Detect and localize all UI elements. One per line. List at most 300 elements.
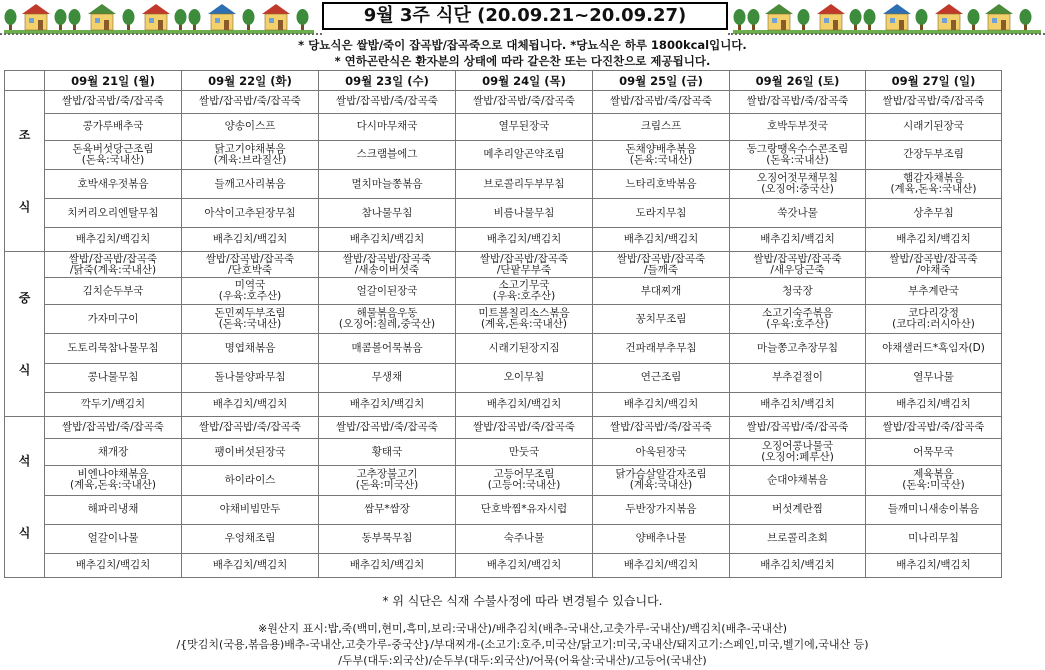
origin-note: /단팥무부죽 [496,263,552,276]
menu-item: 소고기무국 [498,279,550,292]
menu-item: 배추김치/백김치 [486,397,562,410]
menu-cell [866,393,1002,417]
menu-cell [45,113,182,140]
menu-item: 야채비빔만두 [219,503,281,516]
menu-item: 두반장가지볶음 [625,503,697,516]
menu-cell [866,278,1002,305]
lunch-row [5,334,1002,363]
tree-icon [1020,9,1032,30]
house-icon [765,4,793,30]
menu-cell [456,363,593,392]
menu-item: 쌀밥/잡곡밥/죽/잡곡죽 [199,420,301,433]
menu-cell [45,91,182,114]
menu-cell [866,495,1002,524]
menu-item: 고추장불고기 [356,468,418,481]
menu-cell [456,416,593,439]
menu-item: 배추김치/백김치 [760,233,835,246]
menu-cell [730,140,866,169]
day-header: 09월 25일 (금) [593,71,730,91]
menu-cell [866,252,1002,278]
menu-item: 쌀밥/잡곡밥/죽/잡곡죽 [746,95,849,108]
menu-cell [730,524,866,553]
origin-note: (우육:호주산) [492,290,556,303]
menu-cell [45,252,182,278]
menu-cell [182,363,319,392]
menu-item: 얼갈이나물 [87,532,139,545]
menu-item: 시래기된장지짐 [488,342,560,355]
tree-icon [5,9,17,30]
menu-cell [866,91,1002,114]
menu-cell [45,363,182,392]
menu-table [4,70,1002,578]
tree-icon [748,9,760,30]
menu-cell [319,278,456,305]
menu-cell [866,334,1002,363]
day-header: 09월 22일 (화) [182,71,319,91]
menu-item: 배추김치/백김치 [212,397,288,410]
breakfast-row [5,169,1002,198]
origin-line-2: /{맛김치(국용,볶음용)배추-국내산,고춧가루-중국산}/부대찌개-(소고기:호주,미국산/닭고기:미국,국내산/돼지고기:스페인,미국,벨기에,국내산 등) [176,638,869,651]
tree-icon [916,9,928,30]
menu-item: 만둣국 [508,445,540,458]
menu-item: 배추김치/백김치 [896,233,971,246]
menu-cell [45,199,182,228]
menu-cell [730,228,866,252]
dinner-row [5,466,1002,495]
menu-item: 동부묵무침 [361,532,413,545]
menu-item: 쌀밥/잡곡밥/잡곡죽 [205,252,295,265]
lunch-row [5,363,1002,392]
menu-cell [593,466,730,495]
menu-item: 청국장 [782,284,813,297]
menu-item: 코다리강정 [908,307,959,320]
menu-cell [730,495,866,524]
menu-cell [730,334,866,363]
menu-item: 돈육버섯당근조림 [72,142,154,155]
menu-cell [593,113,730,140]
menu-item: 부대찌개 [640,284,682,297]
menu-cell [182,524,319,553]
menu-cell [730,305,866,334]
lunch-row [5,305,1002,334]
menu-cell [593,252,730,278]
menu-item: 양배추나물 [635,532,687,545]
menu-item: 쌀밥/잡곡밥/잡곡죽 [889,252,978,265]
lunch-row [5,393,1002,417]
meal-label-top: 중 [18,290,31,305]
menu-item: 다시마무채국 [356,120,418,133]
house-icon [883,4,911,30]
menu-cell [182,113,319,140]
menu-cell [456,113,593,140]
origin-note: (돈육:미국산) [902,479,965,492]
menu-cell [456,439,593,466]
dinner-row [5,416,1002,439]
menu-cell [319,334,456,363]
menu-item: 상추무침 [913,206,954,219]
menu-item: 도토리묵참나물무침 [67,342,159,355]
menu-item: 햄감자채볶음 [903,172,964,185]
menu-cell [45,524,182,553]
meal-label-bottom: 식 [18,362,31,377]
menu-item: 얼갈이된장국 [356,284,418,297]
menu-item: 시래기된장국 [903,120,964,133]
origin-note: (계육,돈육:국내산) [480,318,568,331]
menu-cell [593,334,730,363]
meal-label-bottom: 식 [18,200,31,215]
menu-item: 들깨고사리볶음 [214,177,286,190]
menu-cell [45,228,182,252]
tree-icon [123,9,135,30]
dinner-label [5,416,45,577]
menu-item: 쌀밥/잡곡밥/죽/잡곡죽 [610,95,712,108]
menu-item: 쌀밥/잡곡밥/죽/잡곡죽 [336,95,438,108]
menu-item: 배추김치/백김치 [486,559,562,572]
menu-item: 돌나물양파무침 [214,371,286,384]
menu-cell [730,91,866,114]
day-header: 09월 26일 (토) [730,71,866,91]
menu-item: 브로콜리초회 [767,532,828,545]
menu-cell [182,169,319,198]
house-icon [142,4,170,30]
breakfast-row [5,113,1002,140]
menu-cell [182,305,319,334]
village-decoration-left [4,0,314,34]
menu-item: 쌀밥/잡곡밥/죽/잡곡죽 [473,95,575,108]
tree-icon [798,9,810,30]
menu-item: 미트볼칠리소스볶음 [478,307,570,320]
meal-label-top: 석 [18,453,31,468]
house-icon [22,4,50,30]
menu-cell [866,140,1002,169]
menu-item: 배추김치/백김치 [349,559,425,572]
house-icon [262,4,290,30]
menu-item: 단호박찜*유자시럽 [480,503,568,516]
menu-item: 간장두부조림 [903,148,964,161]
menu-cell [182,252,319,278]
menu-cell [182,495,319,524]
menu-cell [730,252,866,278]
breakfast-label [5,91,45,252]
menu-item: 채개장 [97,445,129,458]
menu-cell [730,416,866,439]
menu-cell [456,91,593,114]
menu-item: 마늘쫑고추장무침 [756,342,839,355]
origin-note: /들깨죽 [644,263,678,276]
change-notice: * 위 식단은 식재 수불사정에 따라 변경될수 있습니다. [382,594,663,608]
menu-cell [593,278,730,305]
menu-cell [319,416,456,439]
menu-cell [182,278,319,305]
menu-item: 쌀밥/잡곡밥/죽/잡곡죽 [62,95,164,108]
tree-icon [175,9,187,30]
menu-item: 비엔나야채볶음 [77,468,149,481]
breakfast-row [5,228,1002,252]
menu-cell [319,466,456,495]
menu-cell [456,228,593,252]
menu-cell [45,334,182,363]
menu-item: 배추김치/백김치 [623,397,699,410]
menu-item: 열무나물 [913,371,954,384]
menu-cell [456,278,593,305]
origin-note: (돈육:국내산) [218,318,282,331]
origin-note: (돈육:국내산) [629,153,693,166]
menu-cell [866,524,1002,553]
menu-item: 양송이스프 [224,120,276,133]
menu-item: 배추김치/백김치 [760,397,835,410]
menu-cell [182,554,319,578]
tree-icon [243,9,255,30]
menu-item: 배추김치/백김치 [760,559,835,572]
menu-item: 돈채양배추볶음 [625,142,697,155]
page-title: 9월 3주 식단 (20.09.21~20.09.27) [322,2,728,30]
dinner-row [5,524,1002,553]
menu-cell [182,140,319,169]
menu-item: 쌀밥/잡곡밥/죽/잡곡죽 [62,420,164,433]
menu-cell [456,169,593,198]
menu-item: 오징어젓무채무침 [756,172,839,185]
menu-cell [45,169,182,198]
origin-note: (계육:브라질산) [213,153,287,166]
origin-note: /새송이버섯죽 [354,263,420,276]
menu-item: 배추김치/백김치 [75,559,151,572]
menu-item: 오이무침 [503,371,545,384]
menu-item: 연근조림 [640,371,682,384]
menu-cell [182,439,319,466]
menu-item: 우엉채조림 [224,532,276,545]
tree-icon [850,9,862,30]
tree-icon [55,9,67,30]
menu-cell [456,524,593,553]
menu-cell [319,199,456,228]
house-icon [817,4,845,30]
menu-item: 하이라이스 [224,473,276,486]
menu-cell [593,554,730,578]
origin-note: (돈육:국내산) [81,153,145,166]
menu-cell [456,334,593,363]
menu-item: 돈민찌두부조림 [214,307,286,320]
origin-line-3: /두부(대두:외국산)/순두부(대두:외국산)/어묵(어육살:국내산)/고등어(국내산) [338,654,707,667]
menu-item: 오징어콩나물국 [761,440,833,453]
menu-cell [319,524,456,553]
menu-cell [319,252,456,278]
menu-cell [730,554,866,578]
menu-item: 쌀밥/잡곡밥/죽/잡곡죽 [336,420,438,433]
menu-cell [319,228,456,252]
menu-cell [730,439,866,466]
menu-cell [593,91,730,114]
origin-note: /야채죽 [916,263,951,276]
menu-cell [182,228,319,252]
menu-item: 들깨미니새송이볶음 [887,503,980,516]
menu-item: 명엽채볶음 [224,342,276,355]
tree-icon [69,9,81,30]
day-header: 09월 21일 (월) [45,71,182,91]
menu-cell [45,466,182,495]
meal-label-bottom: 식 [18,525,31,540]
house-icon [88,4,116,30]
menu-cell [593,169,730,198]
menu-cell [866,199,1002,228]
menu-item: 콩나물무침 [87,371,139,384]
menu-item: 부추계란국 [908,284,959,297]
menu-item: 배추김치/백김치 [896,397,971,410]
menu-item: 매콤볼어묵볶음 [351,342,423,355]
menu-item: 쌀밥/잡곡밥/잡곡죽 [753,252,842,265]
dinner-row [5,554,1002,578]
menu-item: 버섯계란찜 [772,503,823,516]
menu-cell [45,416,182,439]
menu-item: 순대야채볶음 [767,473,828,486]
tree-icon [297,9,309,30]
menu-cell [730,199,866,228]
breakfast-row [5,91,1002,114]
menu-cell [319,439,456,466]
menu-item: 어묵무국 [913,445,954,458]
menu-cell [730,169,866,198]
menu-item: 쌀밥/잡곡밥/잡곡죽 [479,252,569,265]
menu-cell [593,495,730,524]
menu-item: 팽이버섯된장국 [214,445,286,458]
menu-cell [319,91,456,114]
menu-cell [866,169,1002,198]
menu-item: 배추김치/백김치 [212,559,288,572]
menu-item: 소고기숙주볶음 [761,307,833,320]
menu-item: 부추겉절이 [772,371,823,384]
menu-item: 숙주나물 [503,532,545,545]
origin-note: (오징어:칠레,중국산) [338,318,436,331]
origin-note: (돈육:국내산) [766,153,829,166]
menu-item: 닭가슴살알감자조림 [615,468,707,481]
menu-item: 브로콜리두부무침 [483,177,565,190]
menu-item: 가자미구이 [87,312,139,325]
origin-note: (계육:국내산) [629,479,693,492]
menu-item: 닭고기야채볶음 [214,142,286,155]
menu-item: 야채샐러드*흑임자(D) [882,342,985,355]
origin-note: (돈육:미국산) [355,479,419,492]
menu-item: 쌀밥/잡곡밥/죽/잡곡죽 [746,420,849,433]
menu-cell [319,113,456,140]
menu-item: 스크램블에그 [356,148,418,161]
menu-cell [866,113,1002,140]
menu-item: 해파리냉채 [87,503,139,516]
origin-note: (고등어:국내산) [487,479,561,492]
menu-cell [45,393,182,417]
menu-item: 배추김치/백김치 [75,233,151,246]
menu-cell [866,439,1002,466]
menu-item: 치커리오리엔탈무침 [67,206,159,219]
menu-cell [593,140,730,169]
menu-item: 미역국 [234,279,266,292]
menu-item: 비름나물무침 [493,206,555,219]
menu-cell [319,363,456,392]
menu-cell [319,305,456,334]
menu-item: 메추리알곤약조림 [483,148,565,161]
menu-item: 배추김치/백김치 [486,233,562,246]
tree-icon [968,9,980,30]
menu-item: 배추김치/백김치 [623,233,699,246]
menu-item: 꽁치무조림 [635,312,687,325]
origin-note: (계육,돈육:국내산) [890,183,977,196]
menu-cell [182,91,319,114]
menu-item: 쌀밥/잡곡밥/죽/잡곡죽 [882,95,985,108]
menu-cell [456,495,593,524]
house-icon [208,4,236,30]
origin-line-1: ※원산지 표시:밥,죽(백미,현미,흑미,보리:국내산)/배추김치(배추-국내산,고춧가루-국내산)/백김치(배추-국내산) [258,622,787,635]
village-decoration-right [733,0,1041,34]
menu-cell [319,140,456,169]
menu-cell [730,278,866,305]
menu-cell [593,393,730,417]
origin-note: /닭죽(계육:국내산) [69,263,157,276]
menu-cell [319,554,456,578]
lunch-label [5,252,45,417]
menu-item: 호박두부젓국 [767,120,828,133]
menu-cell [182,199,319,228]
menu-item: 크림스프 [640,120,682,133]
dinner-row [5,495,1002,524]
menu-cell [730,466,866,495]
menu-item: 고등어무조림 [493,468,555,481]
menu-item: 열무된장국 [498,120,550,133]
menu-cell [866,554,1002,578]
menu-cell [593,228,730,252]
menu-cell [593,439,730,466]
menu-cell [456,252,593,278]
menu-item: 배추김치/백김치 [349,233,425,246]
menu-item: 도라지무침 [635,206,687,219]
menu-cell [182,466,319,495]
day-header: 09월 23일 (수) [319,71,456,91]
menu-cell [866,416,1002,439]
menu-cell [456,140,593,169]
menu-item: 쌀밥/잡곡밥/죽/잡곡죽 [610,420,712,433]
house-icon [935,4,963,30]
menu-cell [730,393,866,417]
corner-cell [5,71,45,91]
menu-item: 쌀밥/잡곡밥/죽/잡곡죽 [199,95,301,108]
menu-cell [45,554,182,578]
house-icon [985,4,1013,30]
origin-note: /단호박죽 [227,263,273,276]
notice-diabetic: * 당뇨식은 쌀밥/죽이 잡곡밥/잡곡죽으로 대체됩니다. *당뇨식은 하루 1800kcal입니다. [298,38,747,52]
menu-cell [593,363,730,392]
menu-item: 쌀밥/잡곡밥/잡곡죽 [342,252,432,265]
menu-cell [866,466,1002,495]
breakfast-row [5,140,1002,169]
menu-cell [319,169,456,198]
menu-cell [593,524,730,553]
menu-cell [593,305,730,334]
origin-note: (코다리:러시아산) [892,318,975,331]
day-header: 09월 27일 (일) [866,71,1002,91]
menu-cell [456,466,593,495]
menu-cell [593,199,730,228]
tree-icon [734,9,746,30]
menu-item: 콩가루배추국 [82,120,144,133]
menu-item: 무생채 [371,371,403,384]
menu-item: 쌀밥/잡곡밥/죽/잡곡죽 [882,420,985,433]
origin-note: (오징어:중국산) [761,183,834,196]
menu-item: 배추김치/백김치 [212,233,288,246]
menu-item: 호박새우젓볶음 [77,177,149,190]
menu-cell [319,393,456,417]
menu-item: 느타리호박볶음 [625,177,697,190]
menu-item: 쌀밥/잡곡밥/죽/잡곡죽 [473,420,575,433]
menu-cell [456,554,593,578]
menu-item: 쌀밥/잡곡밥/잡곡죽 [68,252,158,265]
menu-cell [182,334,319,363]
